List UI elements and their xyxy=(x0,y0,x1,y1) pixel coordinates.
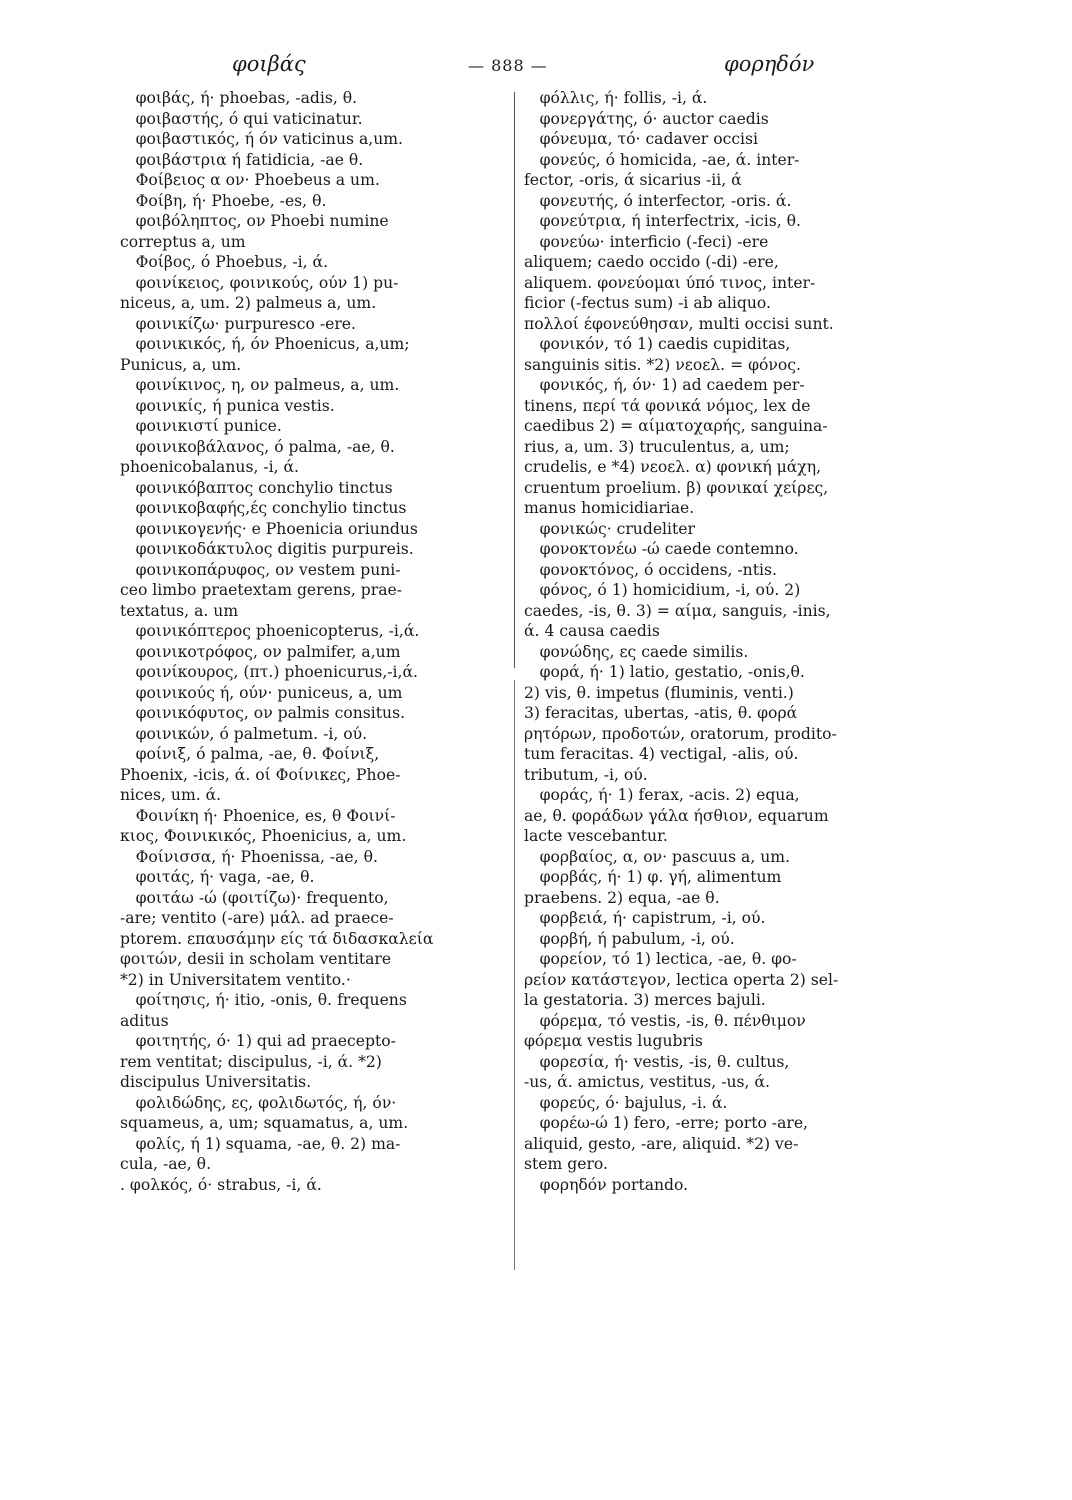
dictionary-line: -are; ventito (-are) μάλ. ad praece- xyxy=(120,909,394,927)
dictionary-line: φοιτητής, ό· 1) qui ad praecepto- xyxy=(120,1032,396,1050)
dictionary-line: φοινικούς ή, ούν· puniceus, a, um xyxy=(120,683,403,702)
page-number: — 888 — xyxy=(468,56,548,75)
left-column xyxy=(120,88,512,1195)
dictionary-line: aliquid, gesto, -are, aliquid. *2) ve- xyxy=(524,1134,799,1153)
dictionary-line: φορείον, τό 1) lectica, -ae, θ. φο- xyxy=(524,950,797,968)
dictionary-line: φοινικών, ό palmetum. -i, ού. xyxy=(120,724,368,743)
dictionary-line: 2) vis, θ. impetus (fluminis, venti.) xyxy=(524,683,794,702)
dictionary-line: phoenicobalanus, -i, ά. xyxy=(120,458,300,476)
dictionary-line: stem gero. xyxy=(524,1155,608,1173)
dictionary-line: φοιβόληπτος, ον Phoebi numine xyxy=(120,212,389,230)
dictionary-line: φονικόν, τό 1) caedis cupiditas, xyxy=(524,335,791,353)
dictionary-line: tinens, περί τά φονικά νόμος, lex de xyxy=(524,396,811,415)
dictionary-line: Punicus, a, um. xyxy=(120,355,242,374)
dictionary-line: aliquem. φονεύομαι ύπό τινος, inter- xyxy=(524,273,816,292)
dictionary-line: discipulus Universitatis. xyxy=(120,1073,312,1091)
dictionary-line: rius, a, um. 3) truculentus, a, um; xyxy=(524,437,790,456)
dictionary-line: φοινικικός, ή, όν Phoenicus, a,um; xyxy=(120,335,410,353)
dictionary-line: φοιβάς, ή· phoebas, -adis, θ. xyxy=(120,89,358,107)
dictionary-line: aditus xyxy=(120,1011,169,1030)
dictionary-line: φονώδης, ες caede similis. xyxy=(524,642,749,661)
dictionary-line: φοίνιξ, ό palma, -ae, θ. Φοίνιξ, xyxy=(120,745,380,763)
dictionary-line: φοινικόφυτος, ον palmis consitus. xyxy=(120,704,406,722)
dictionary-line: rem ventitat; discipulus, -i, ά. *2) xyxy=(120,1052,382,1071)
dictionary-line: niceus, a, um. 2) palmeus a, um. xyxy=(120,294,377,312)
header-left-guide-word: φοιβάς xyxy=(232,52,306,76)
dictionary-line: praebens. 2) equa, -ae θ. xyxy=(524,888,720,907)
dictionary-line: φόρεμα vestis lugubris xyxy=(524,1032,703,1050)
dictionary-line: squameus, a, um; squamatus, a, um. xyxy=(120,1114,409,1132)
dictionary-line: φονευτής, ό interfector, -oris. ά. xyxy=(524,191,792,210)
dictionary-line: Φοίβη, ή· Phoebe, -es, θ. xyxy=(120,191,327,210)
dictionary-line: φοίτησις, ή· itio, -onis, θ. frequens xyxy=(120,991,407,1009)
dictionary-line: manus homicidiariae. xyxy=(524,499,695,517)
dictionary-line: crudelis, e *4) νεοελ. α) φονική μάχη, xyxy=(524,458,822,476)
dictionary-line: κιος, Φοινικικός, Phoenicius, a, um. xyxy=(120,827,407,845)
dictionary-line: φοιβαστής, ό qui vaticinatur. xyxy=(120,109,363,128)
dictionary-line: φορηδόν portando. xyxy=(524,1175,689,1194)
dictionary-line: ceo limbo praetextam gerens, prae- xyxy=(120,581,403,599)
dictionary-line: fector, -oris, ά sicarius -ii, ά xyxy=(524,171,742,189)
dictionary-line: φορβειά, ή· capistrum, -i, ού. xyxy=(524,909,766,927)
dictionary-line: φονοκτόνος, ό occidens, -ntis. xyxy=(524,560,777,579)
dictionary-line: φοιτάω -ώ (φοιτίζω)· frequento, xyxy=(120,888,389,907)
column-divider xyxy=(514,92,515,668)
dictionary-line: textatus, a. um xyxy=(120,601,239,620)
dictionary-line: ptorem. επαυσάμην είς τά διδασκαλεία xyxy=(120,929,434,948)
dictionary-line: φονικός, ή, όν· 1) ad caedem per- xyxy=(524,376,805,394)
dictionary-line: Φοίβος, ό Phoebus, -i, ά. xyxy=(120,253,329,271)
dictionary-line: φορβάς, ή· 1) φ. γή, alimentum xyxy=(524,868,782,886)
dictionary-line: φορβή, ή pabulum, -i, ού. xyxy=(524,929,735,948)
dictionary-line: φοράς, ή· 1) ferax, -acis. 2) equa, xyxy=(524,786,800,804)
column-divider-lower xyxy=(514,680,515,1270)
dictionary-line: φορεσία, ή· vestis, -is, θ. cultus, xyxy=(524,1052,790,1071)
dictionary-line: sanguinis sitis. *2) νεοελ. = φόνος. xyxy=(524,355,801,374)
dictionary-line: tum feracitas. 4) vectigal, -alis, ού. xyxy=(524,745,799,763)
dictionary-line: φορέω-ώ 1) fero, -erre; porto -are, xyxy=(524,1114,809,1132)
dictionary-line: φοινικίς, ή punica vestis. xyxy=(120,396,335,415)
dictionary-line: φοινικογενής· e Phoenicia oriundus xyxy=(120,519,418,538)
dictionary-line: correptus a, um xyxy=(120,232,246,251)
dictionary-line: φοινικόπτερος phoenicopterus, -i,ά. xyxy=(120,622,420,640)
dictionary-line: φοινίκινος, η, ον palmeus, a, um. xyxy=(120,376,400,394)
dictionary-line: φοινικόβαπτος conchylio tinctus xyxy=(120,478,393,497)
dictionary-line: lacte vescebantur. xyxy=(524,827,668,845)
dictionary-line: φορεύς, ό· bajulus, -i. ά. xyxy=(524,1093,728,1112)
dictionary-line: φολίς, ή 1) squama, -ae, θ. 2) ma- xyxy=(120,1134,401,1153)
dictionary-line: φοιτάς, ή· vaga, -ae, θ. xyxy=(120,868,315,886)
dictionary-line: Phoenix, -icis, ά. οί Φοίνικες, Phoe- xyxy=(120,765,401,784)
dictionary-line: Φοίνισσα, ή· Phoenissa, -ae, θ. xyxy=(120,847,378,866)
dictionary-line: φονεύτρια, ή interfectrix, -icis, θ. xyxy=(524,212,801,230)
dictionary-line: φοινίκουρος, (πτ.) phoenicurus,-i,ά. xyxy=(120,663,418,681)
dictionary-line: -us, ά. amictus, vestitus, -us, ά. xyxy=(524,1073,770,1091)
dictionary-line: ά. 4 causa caedis xyxy=(524,622,660,640)
dictionary-line: ficior (-fectus sum) -i ab aliquo. xyxy=(524,294,771,312)
dictionary-line: φονοκτονέω -ώ caede contemno. xyxy=(524,540,799,558)
dictionary-line: φοινικοδάκτυλος digitis purpureis. xyxy=(120,540,414,558)
dictionary-line: la gestatoria. 3) merces bajuli. xyxy=(524,991,766,1009)
dictionary-line: φονικώς· crudeliter xyxy=(524,519,695,538)
dictionary-line: φόνευμα, τό· cadaver occisi xyxy=(524,130,759,148)
dictionary-line: φοινικοβαφής,ές conchylio tinctus xyxy=(120,499,407,517)
dictionary-line: πολλοί έφονεύθησαν, multi occisi sunt. xyxy=(524,314,834,333)
dictionary-line: caedibus 2) = αίματοχαρής, sanguina- xyxy=(524,417,828,435)
dictionary-line: caedes, -is, θ. 3) = αίμα, sanguis, -inis, xyxy=(524,601,831,620)
dictionary-line: tributum, -i, ού. xyxy=(524,765,648,784)
dictionary-line: φονεργάτης, ό· auctor caedis xyxy=(524,109,769,128)
dictionary-line: φοιβάστρια ή fatidicia, -ae θ. xyxy=(120,150,364,169)
dictionary-line: ρητόρων, προδοτών, oratorum, prodito- xyxy=(524,724,837,743)
dictionary-line: 3) feracitas, ubertas, -atis, θ. φορά xyxy=(524,704,798,722)
right-column xyxy=(524,88,908,1195)
dictionary-line: φοινικιστί punice. xyxy=(120,417,282,435)
dictionary-line: φοινικοπάρυφος, ον vestem puni- xyxy=(120,560,401,579)
dictionary-line: φόρεμα, τό vestis, -is, θ. πένθιμον xyxy=(524,1011,806,1030)
dictionary-line: φόλλις, ή· follis, -i, ά. xyxy=(524,89,708,107)
dictionary-line: φορβαίος, α, ον· pascuus a, um. xyxy=(524,847,791,866)
dictionary-line: φορά, ή· 1) latio, gestatio, -onis,θ. xyxy=(524,663,805,681)
dictionary-line: φοινικοβάλανος, ό palma, -ae, θ. xyxy=(120,437,395,456)
dictionary-line: . φολκός, ό· strabus, -i, ά. xyxy=(120,1175,322,1194)
dictionary-line: ρείον κατάστεγον, lectica operta 2) sel- xyxy=(524,970,839,989)
dictionary-line: nices, um. ά. xyxy=(120,786,222,804)
dictionary-line: φόνος, ό 1) homicidium, -i, ού. 2) xyxy=(524,581,801,599)
dictionary-line: φοιτών, desii in scholam ventitare xyxy=(120,950,392,968)
dictionary-line: aliquem; caedo occido (-di) -ere, xyxy=(524,253,779,271)
dictionary-line: ae, θ. φοράδων γάλα ήσθιον, equarum xyxy=(524,806,829,825)
dictionary-line: φολιδώδης, ες, φολιδωτός, ή, όν· xyxy=(120,1093,397,1112)
header-right-guide-word: φορηδόν xyxy=(724,52,815,76)
dictionary-line: φοιβαστικός, ή όν vaticinus a,um. xyxy=(120,130,404,148)
dictionary-line: Φοίβειος α ον· Phoebeus a um. xyxy=(120,171,380,189)
dictionary-line: Φοινίκη ή· Phoenice, es, θ Φοινί- xyxy=(120,806,396,825)
dictionary-line: *2) in Universitatem ventito.· xyxy=(120,970,351,989)
dictionary-line: φονεύς, ό homicida, -ae, ά. inter- xyxy=(524,150,800,169)
dictionary-line: cula, -ae, θ. xyxy=(120,1155,212,1173)
dictionary-line: φοινικοτρόφος, ον palmifer, a,um xyxy=(120,642,401,661)
dictionary-line: φονεύω· interficio (-feci) -ere xyxy=(524,232,769,251)
dictionary-line: φοινικίζω· purpuresco -ere. xyxy=(120,314,356,333)
dictionary-line: cruentum proelium. β) φονικαί χείρες, xyxy=(524,478,829,497)
dictionary-line: φοινίκειος, φοινικούς, ούν 1) pu- xyxy=(120,273,399,292)
